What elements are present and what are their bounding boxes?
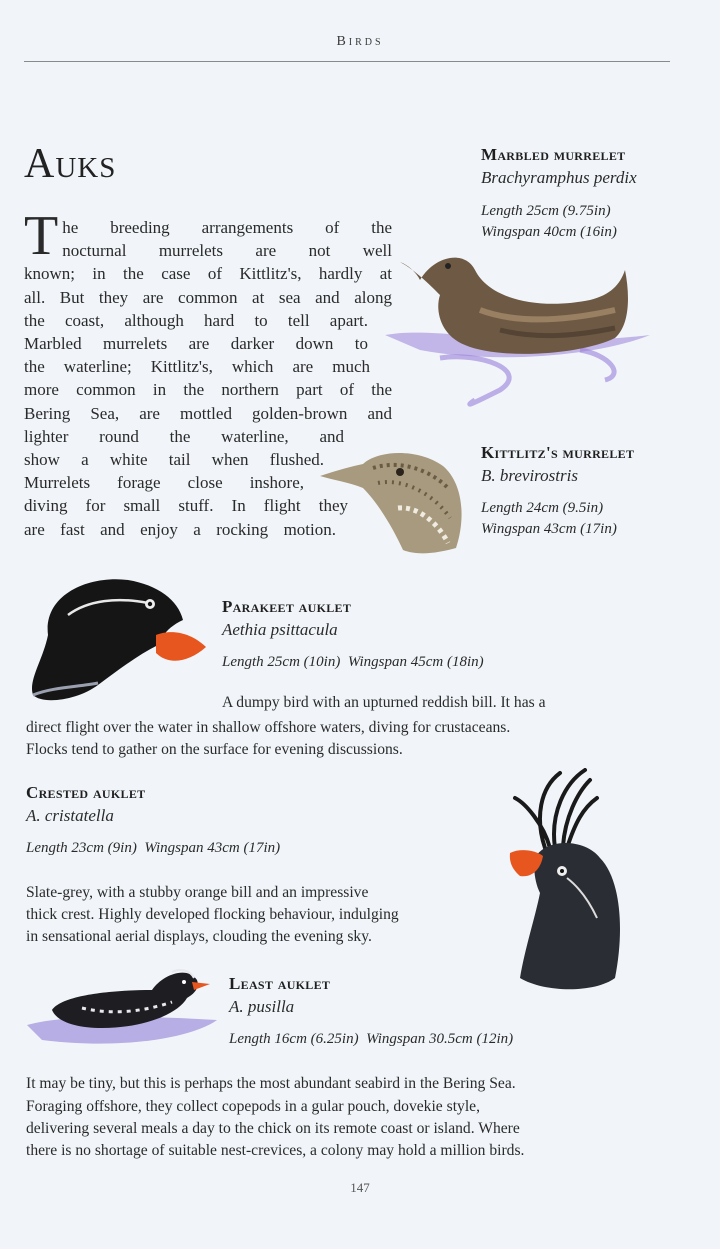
description-line: direct flight over the water in shallow offshore waters, diving for crustaceans. bbox=[26, 719, 511, 736]
intro-line: the waterline; Kittlitz's, which are much bbox=[24, 357, 370, 377]
description-line: Slate-grey, with a stubby orange bill and an impressive bbox=[26, 884, 369, 901]
intro-line: Murrelets forage close inshore, bbox=[24, 473, 304, 493]
description-line: delivering several meals a day to the chick on its remote coast or island. Where bbox=[26, 1120, 520, 1137]
latin-name-kittlitzs-murrelet: B. brevirostris bbox=[481, 466, 578, 485]
crested-auklet-illustration bbox=[505, 768, 635, 996]
kittlitzs-murrelet-illustration bbox=[318, 448, 468, 563]
measurements-crested-auklet: Length 23cm (9in) Wingspan 43cm (17in) bbox=[26, 840, 281, 856]
intro-line: diving for small stuff. In flight they bbox=[24, 496, 348, 516]
wingspan-kittlitzs-murrelet: Wingspan 43cm (17in) bbox=[481, 521, 617, 537]
parakeet-auklet-illustration bbox=[28, 575, 210, 705]
running-header: Birds bbox=[336, 34, 384, 49]
intro-line: more common in the northern part of the bbox=[24, 380, 392, 400]
length-kittlitzs-murrelet: Length 24cm (9.5in) bbox=[481, 500, 604, 516]
species-name-marbled-murrelet: Marbled murrelet bbox=[481, 145, 626, 164]
least-auklet-illustration bbox=[22, 960, 222, 1055]
intro-line: known; in the case of Kittlitz's, hardly at bbox=[24, 264, 392, 284]
wingspan-marbled-murrelet: Wingspan 40cm (16in) bbox=[481, 224, 617, 240]
description-line: It may be tiny, but this is perhaps the most abundant seabird in the Bering Sea. bbox=[26, 1075, 516, 1092]
latin-name-parakeet-auklet: Aethia psittacula bbox=[222, 620, 338, 639]
intro-line: nocturnal murrelets are not well bbox=[62, 241, 392, 261]
measurements-parakeet-auklet: Length 25cm (10in) Wingspan 45cm (18in) bbox=[222, 654, 484, 670]
intro-line: all. But they are common at sea and along bbox=[24, 287, 392, 307]
species-name-least-auklet: Least auklet bbox=[229, 974, 331, 993]
latin-name-crested-auklet: A. cristatella bbox=[26, 806, 114, 825]
page-title: Auks bbox=[24, 141, 117, 187]
description-line: A dumpy bird with an upturned reddish bill. It has a bbox=[222, 694, 546, 711]
description-line: Flocks tend to gather on the surface for evening discussions. bbox=[26, 741, 403, 758]
latin-name-marbled-murrelet: Brachyramphus perdix bbox=[481, 168, 637, 187]
intro-line: lighter round the waterline, and bbox=[24, 426, 344, 446]
intro-line: are fast and enjoy a rocking motion. bbox=[24, 519, 336, 539]
description-line: Foraging offshore, they collect copepods in a gular pouch, dovekie style, bbox=[26, 1098, 480, 1115]
intro-line: he breeding arrangements of the bbox=[62, 218, 392, 237]
species-name-kittlitzs-murrelet: Kittlitz's murrelet bbox=[481, 443, 635, 462]
species-name-crested-auklet: Crested auklet bbox=[26, 783, 146, 802]
length-marbled-murrelet: Length 25cm (9.75in) bbox=[481, 203, 611, 219]
description-line: thick crest. Highly developed flocking behaviour, indulging bbox=[26, 906, 399, 923]
description-line: there is no shortage of suitable nest-crevices, a colony may hold a million birds. bbox=[26, 1142, 525, 1159]
header-rule bbox=[24, 61, 670, 62]
page-number: 147 bbox=[350, 1180, 370, 1195]
intro-line: show a white tail when flushed. bbox=[24, 450, 324, 470]
dropcap: T bbox=[24, 205, 59, 267]
intro-line: Bering Sea, are mottled golden-brown and bbox=[24, 403, 392, 423]
measurements-least-auklet: Length 16cm (6.25in) Wingspan 30.5cm (12in) bbox=[229, 1031, 514, 1047]
description-line: in sensational aerial displays, clouding the evening sky. bbox=[26, 928, 372, 945]
intro-line: Marbled murrelets are darker down to bbox=[24, 334, 368, 354]
marbled-murrelet-illustration bbox=[380, 240, 660, 415]
latin-name-least-auklet: A. pusilla bbox=[229, 997, 295, 1016]
intro-line: the coast, although hard to tell apart. bbox=[24, 310, 368, 330]
species-name-parakeet-auklet: Parakeet auklet bbox=[222, 597, 352, 616]
